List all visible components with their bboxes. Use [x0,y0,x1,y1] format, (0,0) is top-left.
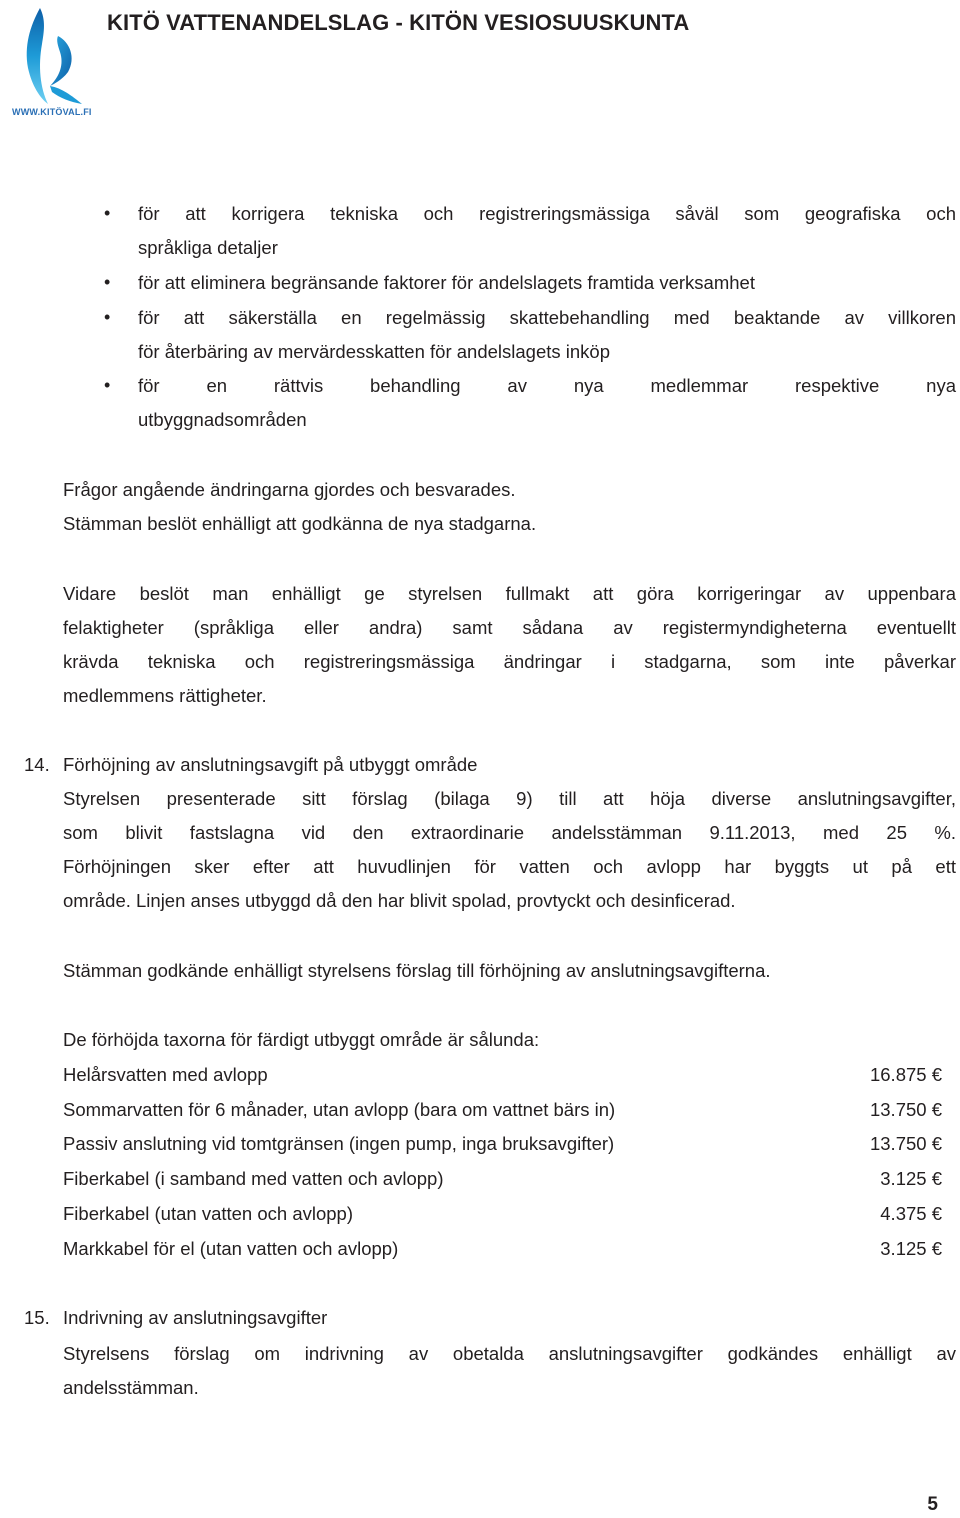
fee-label: Markkabel för el (utan vatten och avlopp) [63,1238,399,1259]
bullet-icon: • [104,375,111,395]
fee-value: 13.750 € [869,1133,942,1154]
page-number: 5 [927,1494,938,1515]
fee-label: Fiberkabel (i samband med vatten och avlopp) [63,1168,444,1189]
page-title: KITÖ VATTENANDELSLAG - KITÖN VESIOSUUSKUNTA [107,10,690,35]
list-item-cont: språkliga detaljer [138,237,278,258]
fee-label: Sommarvatten för 6 månader, utan avlopp (bara om vattnet bärs in) [63,1099,616,1120]
kitoval-logo-icon [10,6,92,122]
fee-label: Helårsvatten med avlopp [63,1064,268,1085]
fee-value: 4.375 € [880,1203,942,1224]
fee-label: Fiberkabel (utan vatten och avlopp) [63,1203,354,1224]
paragraph-line: Stämman beslöt enhälligt att godkänna de nya stadgarna. [63,513,537,534]
section-14-number: 14. [24,754,50,775]
section-14-heading: Förhöjning av anslutningsavgift på utbyggt område [63,754,478,775]
paragraph-line: medlemmens rättigheter. [63,685,267,706]
fee-value: 13.750 € [869,1099,942,1120]
fee-value: 3.125 € [880,1168,942,1189]
paragraph-line: område. Linjen anses utbyggd då den har blivit spolad, provtyckt och desinficerad. [63,890,736,911]
section-15-number: 15. [24,1307,50,1328]
fee-value: 16.875 € [869,1064,942,1085]
decision-text: Stämman godkände enhälligt styrelsens förslag till förhöjning av anslutningsavgifterna. [63,960,771,981]
paragraph-line: Styrelsen presenterade sitt förslag (bilaga 9) till att höja diverse anslutningsavgifter, [63,788,956,809]
paragraph-line: felaktigheter (språkliga eller andra) samt sådana av registermyndigheterna eventuellt [63,617,956,638]
paragraph-line: Styrelsens förslag om indrivning av obetalda anslutningsavgifter godkändes enhälligt av [63,1343,956,1364]
list-item: för att eliminera begränsande faktorer för andelslagets framtida verksamhet [138,272,755,293]
fees-intro: De förhöjda taxorna för färdigt utbyggt område är sålunda: [63,1029,540,1050]
section-15-heading: Indrivning av anslutningsavgifter [63,1307,328,1328]
bullet-icon: • [104,307,111,327]
paragraph-line: Frågor angående ändringarna gjordes och besvarades. [63,479,516,500]
page-header [0,0,960,130]
paragraph-line: krävda tekniska och registreringsmässiga ändringar i stadgarna, som inte påverkar [63,651,956,672]
paragraph-line: som blivit fastslagna vid den extraordinarie andelsstämman 9.11.2013, med 25 %. [63,822,956,843]
list-item-cont: utbyggnadsområden [138,409,307,430]
list-item: för att korrigera tekniska och registreringsmässiga såväl som geografiska och [138,203,956,224]
paragraph-line: andelsstämman. [63,1377,199,1398]
fee-value: 3.125 € [880,1238,942,1259]
paragraph-line: Vidare beslöt man enhälligt ge styrelsen fullmakt att göra korrigeringar av uppenbara [63,583,956,604]
list-item: för att säkerställa en regelmässig skattebehandling med beaktande av villkoren [138,307,956,328]
bullet-icon: • [104,272,111,292]
paragraph-line: Förhöjningen sker efter att huvudlinjen för vatten och avlopp har byggts ut på ett [63,856,956,877]
bullet-icon: • [104,203,111,223]
logo-url-text: WWW.KITÖVAL.FI [12,107,92,117]
list-item: för en rättvis behandling av nya medlemmar respektive nya [138,375,956,396]
list-item-cont: för återbäring av mervärdesskatten för andelslagets inköp [138,341,611,362]
fee-label: Passiv anslutning vid tomtgränsen (ingen pump, inga bruksavgifter) [63,1133,615,1154]
